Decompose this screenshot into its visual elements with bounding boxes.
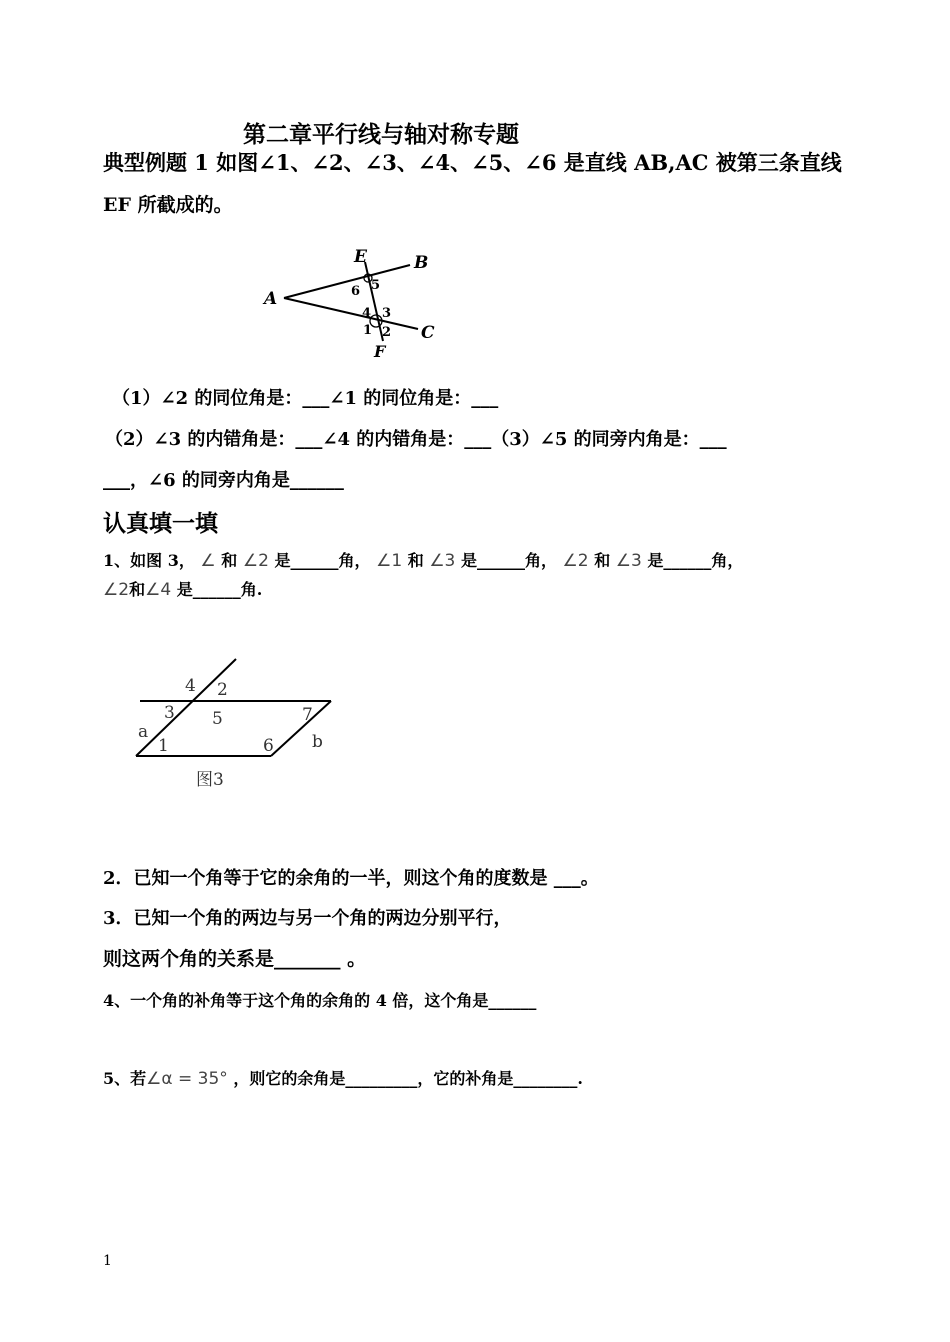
angle-glyph: ∠: [200, 551, 216, 571]
q1-text-5: 是______角，: [460, 551, 557, 570]
angle-label-4: 4: [185, 676, 196, 696]
angle-glyph: ∠3: [429, 551, 456, 571]
angle-formula: ∠α = 35°: [146, 1069, 228, 1089]
line-a: [136, 659, 236, 756]
angle-label-5: 5: [371, 278, 381, 293]
label-a: A: [264, 289, 278, 309]
angle-glyph: ∠2: [103, 580, 130, 600]
question-3-line-1: 3．已知一个角的两边与另一个角的两边分别平行，: [103, 908, 512, 929]
question-2: 2．已知一个角等于它的余角的一半，则这个角的度数是 ___。: [103, 868, 599, 889]
angle-label-6: 6: [351, 284, 361, 299]
label-b: B: [414, 253, 429, 273]
angle-glyph: ∠4: [145, 580, 172, 600]
label-line-a: a: [138, 722, 149, 742]
angle-label-6: 6: [263, 736, 274, 756]
q5-text-before: 5、若: [103, 1069, 147, 1088]
sub-question-2-3: （2）∠3 的内错角是：___∠4 的内错角是：___（3）∠5 的同旁内角是：___: [105, 429, 727, 450]
q1-text-3: 是______角，: [274, 551, 371, 570]
example-line-1: 典型例题 1 如图∠1、∠2、∠3、∠4、∠5、∠6 是直线 AB,AC 被第三条直线: [103, 150, 842, 175]
question-3-line-2: 则这两个角的关系是_______ 。: [103, 948, 367, 970]
sub-question-1: （1）∠2 的同位角是：___∠1 的同位角是：___: [112, 388, 499, 409]
angle-label-4: 4: [362, 306, 372, 321]
angle-label-1: 1: [363, 323, 373, 338]
example-line-2: EF 所截成的。: [103, 194, 233, 216]
angle-label-1: 1: [158, 736, 169, 756]
q1-text-1: 1、如图 3，: [103, 551, 195, 570]
section-heading: 认真填一填: [103, 510, 218, 537]
q5-text-after: ，则它的余角是_________，它的补角是________.: [227, 1069, 583, 1088]
label-line-b: b: [312, 732, 323, 752]
figure-caption: 图3: [196, 770, 224, 790]
angle-glyph: ∠2: [242, 551, 269, 571]
question-5: [103, 1066, 583, 1089]
page-number: 1: [103, 1253, 112, 1269]
page-title: 第二章平行线与轴对称专题: [243, 121, 519, 148]
angle-glyph: ∠3: [615, 551, 642, 571]
label-f: F: [374, 342, 386, 361]
angle-label-3: 3: [164, 703, 175, 723]
q1-text-2: 和: [221, 551, 238, 570]
angle-label-2: 2: [217, 680, 228, 700]
angle-label-3: 3: [382, 306, 392, 321]
q1-text-6: 和: [594, 551, 611, 570]
question-4: 4、一个角的补角等于这个角的余角的 4 倍，这个角是______: [103, 991, 537, 1010]
angle-label-2: 2: [382, 325, 392, 340]
sub-question-3-cont: ___，∠6 的同旁内角是______: [103, 470, 344, 491]
label-c: C: [421, 323, 435, 343]
q1-text-8: 和: [129, 580, 146, 599]
angle-glyph: ∠2: [562, 551, 589, 571]
q1-text-9: 是______角.: [176, 580, 263, 599]
label-e: E: [354, 247, 367, 267]
q1-text-7: 是______角，: [647, 551, 744, 570]
angle-label-7: 7: [302, 705, 313, 725]
angle-glyph: ∠1: [376, 551, 403, 571]
q1-text-4: 和: [407, 551, 424, 570]
angle-label-5: 5: [212, 709, 223, 729]
